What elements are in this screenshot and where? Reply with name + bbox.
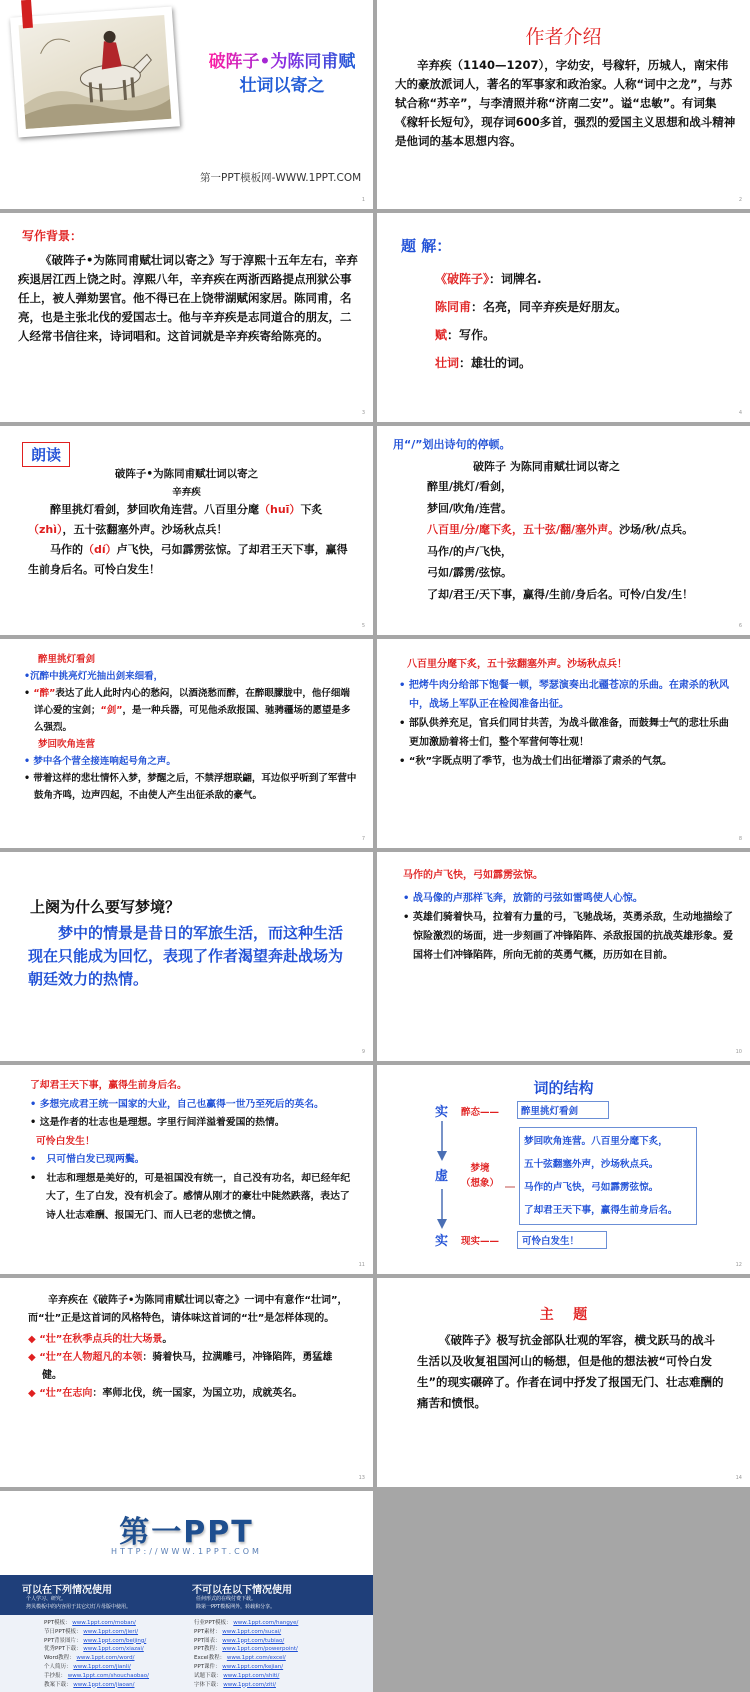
poem-line: 了却/君王/天下事，赢得/生前/身后名。可怜/白发/生！ (427, 587, 694, 601)
link-row[interactable] (44, 1637, 149, 1646)
bullet-text: “秋”字既点明了季节，也为战士们出征增添了肃杀的气氛。 (408, 756, 673, 767)
links-left (44, 1619, 149, 1689)
page-number: 13 (358, 1475, 365, 1481)
theme-heading: 主 题 (539, 1307, 588, 1323)
pause-poem (427, 476, 742, 605)
page-number: 5 (361, 623, 365, 629)
slide-4[interactable] (377, 213, 750, 422)
cover-title-line2: 壮词以寄之 (239, 76, 325, 96)
poem-fragment: 沙场/秋/点兵。 (619, 523, 694, 536)
point-title: “壮”在秋季点兵的壮大场景 (39, 1334, 163, 1345)
bullet-text: 多想完成君王统一国家的大业，自己也赢得一世乃至死后的英名。 (39, 1098, 324, 1110)
bullet: • 战马像的卢那样飞奔，放箭的弓弦如雷鸣使人心惊。 (403, 893, 643, 904)
poem-fragment: 马作的 (50, 543, 83, 556)
horse-rider-painting (19, 15, 172, 129)
slide-11[interactable] (0, 1065, 373, 1274)
label-xiangxiang: （想象） (461, 1178, 500, 1189)
bullet-text: 壮志和理想是美好的，可是祖国没有统一，自己没有功名，却已经年纪大了，生了白发，没有机会了。感情从刚才的豪壮中陡然跌落，表达了诗人壮志难酬、报国无门、而人已老的悲愤之情。 (46, 1172, 351, 1221)
bullet: ◆ “壮”在志向：率师北伐，统一国家，为国立功，成就英名。 (28, 1388, 303, 1399)
link-label: PPT图表： (194, 1637, 221, 1644)
cover-photo-frame (10, 6, 180, 137)
link-url[interactable]: www.1ppt.com/jianli/ (73, 1663, 131, 1670)
poem-title: 破阵子•为陈同甫赋壮词以寄之 (114, 468, 259, 480)
link-row[interactable] (194, 1672, 298, 1681)
poem-fragment: 八百里/分/麾下炙，五十弦/翻/塞外声。 (427, 523, 620, 536)
slide-13[interactable] (0, 1278, 373, 1487)
question: 上阕为什么要写梦境？ (30, 898, 181, 916)
bullet: • 带着这样的悲壮情怀入梦，梦醒之后，不禁浮想联翩，耳边似乎听到了军营中鼓角齐鸣，边声四起，不由使人产生出征杀敌的豪气。 (24, 773, 357, 801)
section-heading: 马作的卢飞快，弓如霹雳弦惊。 (403, 870, 543, 881)
bullet: • 只可惜白发已现两鬓。 (30, 1154, 145, 1165)
term-row (435, 293, 627, 321)
bullet-text: 带着这样的悲壮情怀入梦，梦醒之后，不禁浮想联翩，耳边似乎听到了军营中鼓角齐鸣，边声四起，不由使人产生出征杀敌的豪气。 (33, 773, 357, 801)
slide-2[interactable] (377, 0, 750, 209)
section-heading: 醉里挑灯看剑 (38, 654, 96, 665)
link-row[interactable] (44, 1645, 149, 1654)
title-explain-list (435, 265, 627, 377)
red-bookmark (21, 0, 33, 28)
logo-area (0, 1491, 373, 1575)
analysis-text (30, 1077, 357, 1225)
link-url[interactable]: www.1ppt.com/powerpoint/ (222, 1646, 298, 1653)
bullet-text: 沉醉中挑亮灯光抽出剑来细看， (30, 671, 164, 682)
link-label: 教案下载： (44, 1681, 72, 1688)
bullet: •沉醉中挑亮灯光抽出剑来细看， (24, 671, 164, 682)
poem-fragment: ，五十弦翻塞外声。沙场秋点兵！ (62, 523, 228, 536)
logo: 第一PPT (119, 1515, 254, 1550)
bullet: • “醉”表达了此人此时内心的愁闷，以酒浇愁而醉，在醉眼朦胧中，他仔细端详心爱的宝剑；“剑”，是一种兵器，可见他杀敌报国、驰骋疆场的愿望是多么强烈。 (24, 688, 351, 733)
term: 赋 (435, 328, 448, 342)
bullet: • 壮志和理想是美好的，可是祖国没有统一，自己没有功名，却已经年纪大了，生了白发，没有机会了。感情从刚才的豪壮中陡然跌落，表达了诗人壮志难酬、报国无门、而人已老的悲愤之情。 (30, 1172, 351, 1221)
slide-9[interactable] (0, 852, 373, 1061)
link-label: 字体下载： (194, 1681, 222, 1688)
bullet: • “秋”字既点明了季节，也为战士们出征增添了肃杀的气氛。 (399, 756, 673, 767)
poem-fragment: 醉里挑灯看剑，梦回吹角连营。八百里分麾 (50, 503, 259, 516)
read-aloud-tag: 朗读 (22, 442, 70, 467)
footer-site: 第一PPT模板网-WWW.1PPT.COM (200, 172, 362, 184)
bullet: • 梦中各个营全接连响起号角之声。 (24, 756, 176, 767)
link-url[interactable]: www.1ppt.com/shiti/ (223, 1672, 280, 1679)
link-row[interactable] (44, 1619, 149, 1628)
analysis-text (399, 655, 738, 771)
pinyin: （zhì） (28, 523, 63, 536)
link-label: Word教程： (44, 1655, 75, 1662)
poem-line: 梦回/吹角/连营。 (427, 501, 513, 515)
link-url[interactable]: www.1ppt.com/word/ (76, 1655, 135, 1662)
slide-7[interactable] (0, 639, 373, 848)
pinyin: （dí） (83, 543, 117, 556)
label-xu: 虚 (435, 1169, 449, 1184)
structure-heading: 词的结构 (533, 1079, 594, 1097)
bullet: • 这是作者的壮志也是理想。字里行间洋溢着爱国的热情。 (30, 1117, 285, 1128)
link-url[interactable]: www.1ppt.com/shouchaobao/ (67, 1672, 150, 1679)
page-number: 12 (735, 1262, 742, 1268)
dream-line: 马作的卢飞快，弓如霹雳弦惊。 (524, 1182, 659, 1193)
term-row (435, 321, 627, 349)
bullet: • 把烤牛肉分给部下饱餐一顿，琴瑟演奏出北疆苍凉的乐曲。在肃杀的秋风中，战场上军队正在检阅准备出征。 (399, 680, 729, 710)
link-label: PPT背景图片： (44, 1637, 82, 1644)
page-number: 3 (361, 410, 365, 416)
page-number: 9 (361, 1049, 365, 1055)
pinyin: （huī） (259, 503, 301, 516)
term-desc: ：雄壮的词。 (459, 356, 532, 370)
page-number: 7 (361, 836, 365, 842)
term: 《破阵子》 (435, 272, 490, 286)
poem-line (28, 540, 357, 580)
link-row[interactable] (194, 1663, 298, 1672)
logo-url: HTTP://WWW.1PPT.COM (111, 1547, 262, 1556)
cover-title (196, 50, 368, 98)
link-row[interactable] (44, 1628, 149, 1637)
bullet-text: 部队供养充足，官兵们同甘共苦，为战斗做准备，而鼓舞士气的悲壮乐曲更加激励着将士们，整个军营何等壮观！ (408, 718, 729, 748)
keyword: “剑” (100, 705, 123, 716)
label-zuitai: 醉态—— (461, 1107, 500, 1118)
link-label: PPT素材： (194, 1628, 221, 1635)
link-label: PPT模板： (44, 1620, 71, 1626)
empty-cell (377, 1491, 750, 1692)
link-url[interactable]: www.1ppt.com/kejian/ (222, 1663, 284, 1670)
bullet-text: 英雄们骑着快马，拉着有力量的弓，飞驰战场，英勇杀敌，生动地描绘了惊险激烈的场面，进一步刻画了冲锋陷阵、杀敌报国的抗战英雄形象。爱国将士们冲锋陷阵，所向无前的英勇气概，历历如在目前。 (412, 912, 733, 961)
link-url[interactable]: www.1ppt.com/excel/ (226, 1655, 286, 1662)
bullet-text: 表达了此人此时内心的愁闷，以酒浇愁而醉，在醉眼朦胧中，他仔细端详心爱的宝剑； (34, 688, 350, 716)
cover-title-line1: 破阵子•为陈同甫赋 (208, 52, 356, 72)
page-number: 1 (361, 197, 365, 203)
box-reality: 可怜白发生！ (517, 1231, 607, 1249)
pause-instruction: 用“/”划出诗句的停顿。 (393, 438, 511, 451)
bullet-text: ，是一种兵器，可见他杀敌报国、驰骋疆场的愿望是多么强烈。 (34, 705, 351, 733)
poem-line: 弓如/霹雳/弦惊。 (427, 566, 513, 579)
link-url[interactable]: www.1ppt.com/tubiao/ (222, 1637, 285, 1644)
forbidden-heading: 不可以在以下情况使用 (192, 1585, 292, 1596)
poem-line: 马作/的卢/飞快， (427, 544, 513, 558)
link-row[interactable] (194, 1637, 298, 1646)
flow-arrows (434, 1119, 454, 1259)
term-row (435, 349, 627, 377)
link-url[interactable]: www.1ppt.com/xiazai/ (83, 1646, 144, 1653)
box-drunk: 醉里挑灯看剑 (517, 1101, 609, 1119)
analysis-text (403, 866, 736, 965)
link-label: 试题下载： (194, 1672, 222, 1679)
link-label: 优秀PPT下载： (44, 1646, 82, 1653)
slide-6[interactable] (377, 426, 750, 635)
point-title: “壮”在志向 (39, 1388, 93, 1399)
link-label: 手抄报： (44, 1672, 67, 1679)
link-url[interactable]: www.1ppt.com/hangye/ (233, 1620, 299, 1626)
term-row (435, 265, 627, 293)
slide-3[interactable] (0, 213, 373, 422)
page-number: 8 (738, 836, 742, 842)
page-number: 4 (738, 410, 742, 416)
page-number: 14 (735, 1475, 742, 1481)
term: 陈同甫 (435, 300, 472, 314)
link-url[interactable]: www.1ppt.com/ziti/ (223, 1681, 276, 1688)
background-heading: 写作背景： (22, 229, 83, 243)
link-url[interactable]: www.1ppt.com/moban/ (72, 1620, 136, 1626)
link-label: 行业PPT模板： (194, 1620, 232, 1626)
analysis-text (24, 651, 359, 804)
page-number: 6 (738, 623, 742, 629)
point-title: “壮”在人物超凡的本领 (39, 1352, 143, 1363)
forbidden-item: 除第一PPT模板网外，转载和分享。 (196, 1604, 276, 1610)
author-intro-body: 辛弃疾（1140—1207），字幼安，号稼轩，历城人，南宋伟大的豪放派词人，著名的军事家和政治家。人称“词中之龙”，与苏轼合称“苏辛”，与李清照并称“济南二安”。谥“忠敏”。有词集《稼轩长短句》，现存词600多首，强烈的爱国主义思想和战斗精神是他词的基本思想内容。 (395, 58, 736, 148)
bullet-text: 梦中各个营全接连响起号角之声。 (33, 756, 176, 767)
poem-line: 醉里/挑灯/看剑， (427, 480, 513, 493)
poem-line (28, 500, 357, 540)
slide-10[interactable] (377, 852, 750, 1061)
section-heading: 八百里分麾下炙，五十弦翻塞外声。沙场秋点兵！ (407, 659, 627, 670)
answer: 梦中的情景是昔日的军旅生活，而这种生活现在只能成为回忆，表现了作者渴望奔赴战场为朝廷效力的热情。 (28, 924, 344, 988)
link-url[interactable]: www.1ppt.com/jiaoan/ (73, 1681, 135, 1688)
label-mengjing: 梦境 (470, 1163, 490, 1174)
allowed-item: 个人学习、研究。 (26, 1596, 67, 1602)
page-number: 10 (735, 1049, 742, 1055)
bullet-text: 只可惜白发已现两鬓。 (46, 1154, 145, 1165)
bullet: ◆ “壮”在秋季点兵的壮大场景。 (28, 1334, 173, 1345)
dream-line: 了却君王天下事，赢得生前身后名。 (524, 1205, 678, 1216)
background-body: 《破阵子•为陈同甫赋壮词以寄之》写于淳熙十五年左右，辛弃疾退居江西上饶之时。淳熙八年，辛弃疾在两浙西路提点刑狱公事任上，被人弹劾罢官。他不得已在上饶带湖赋闲家居。陈同甫，名亮，也是主张北伐的爱国志士。他与辛弃疾是志同道合的朋友，二人经常书信往来，诗词唱和。这首词就是辛弃疾寄给陈亮的。 (18, 253, 358, 343)
forbidden-item: 任何形式的在线付费下载。 (196, 1596, 257, 1602)
link-label: Excel教程： (194, 1655, 226, 1662)
keyword: “醉” (33, 688, 56, 699)
links-panel (0, 1615, 373, 1692)
link-label: 节日PPT模板： (44, 1628, 82, 1635)
page-number: 11 (358, 1262, 365, 1268)
term: 壮词 (435, 356, 460, 370)
link-row[interactable] (44, 1672, 149, 1681)
intro-paragraph: 辛弃疾在《破阵子•为陈同甫赋壮词以寄之》一词中有意作“壮词”，而“壮”正是这首词的风格特色，请体味这首词的“壮”是怎样体现的。 (28, 1295, 348, 1324)
link-url[interactable]: www.1ppt.com/sucai/ (222, 1628, 282, 1635)
link-label: PPT课件： (194, 1663, 221, 1670)
link-row[interactable] (194, 1681, 298, 1690)
link-url[interactable]: www.1ppt.com/jieri/ (83, 1628, 139, 1635)
link-row[interactable] (44, 1663, 149, 1672)
section-heading: 了却君王天下事，赢得生前身后名。 (30, 1080, 187, 1091)
dream-line: 梦回吹角连营。八百里分麾下炙， (524, 1136, 668, 1147)
term-desc: ：词牌名. (489, 272, 542, 286)
link-row[interactable] (44, 1681, 149, 1690)
link-row[interactable] (44, 1654, 149, 1663)
bullet: • 多想完成君王统一国家的大业，自己也赢得一世乃至死后的英名。 (30, 1098, 324, 1110)
slide-1[interactable] (0, 0, 373, 209)
link-url[interactable]: www.1ppt.com/beijing/ (83, 1637, 147, 1644)
poem-fragment: 卢飞快，弓如霹雳弦惊。了却君王天下事，赢得生前身后名。可怜白发生！ (28, 543, 348, 576)
bullet: ◆ “壮”在人物超凡的本领：骑着快马，拉满雕弓，冲锋陷阵，勇猛雄健。 (28, 1352, 333, 1381)
links-right (194, 1619, 298, 1689)
zhuang-analysis (28, 1292, 349, 1403)
label-xianshi: 现实—— (461, 1236, 500, 1247)
term-desc: ：名亮，同辛弃疾是好朋友。 (471, 300, 628, 314)
label-shi-top: 实 (435, 1105, 449, 1120)
section-heading: 可怜白发生！ (36, 1135, 95, 1147)
theme-body: 《破阵子》极写抗金部队壮观的军容，横戈跃马的战斗生活以及收复祖国河山的畅想，但是他的想法被“可怜白发生”的现实碾碎了。作者在词中抒发了报国无门、壮志难酬的痛苦和愤恨。 (417, 1333, 724, 1410)
link-row[interactable] (194, 1645, 298, 1654)
term-desc: ：写作。 (447, 328, 496, 342)
allowed-item: 拷贝模板中的内容用于其它幻灯片母版中使用。 (26, 1604, 132, 1610)
box-dream (519, 1127, 697, 1225)
slide-12[interactable] (377, 1065, 750, 1274)
point-text: ：骑着快马，拉满雕弓，冲锋陷阵，勇猛雄健。 (42, 1352, 333, 1381)
allowed-heading: 可以在下列情况使用 (22, 1585, 112, 1596)
page-number: 2 (738, 197, 742, 203)
bullet: • 英雄们骑着快马，拉着有力量的弓，飞驰战场，英勇杀敌，生动地描绘了惊险激烈的场面，进一步刻画了冲锋陷阵、杀敌报国的抗战英雄形象。爱国将士们冲锋陷阵，所向无前的英勇气概，历历如在目前。 (403, 912, 733, 961)
slide-5[interactable] (0, 426, 373, 635)
poem-author: 辛弃疾 (172, 487, 201, 498)
slide-8[interactable] (377, 639, 750, 848)
point-text: 。 (162, 1334, 173, 1345)
pause-poem-title: 破阵子 为陈同甫赋壮词以寄之 (473, 460, 620, 473)
poem-fragment: 下炙 (300, 503, 323, 516)
slide-14[interactable] (377, 1278, 750, 1487)
dream-label (461, 1161, 499, 1191)
label-shi-bottom: 实 (435, 1234, 449, 1249)
bullet-text: 战马像的卢那样飞奔，放箭的弓弦如雷鸣使人心惊。 (412, 893, 643, 904)
usage-panel (0, 1575, 373, 1615)
bullet-text: 这是作者的壮志也是理想。字里行间洋溢着爱国的热情。 (39, 1117, 285, 1128)
bullet: • 部队供养充足，官兵们同甘共苦，为战斗做准备，而鼓舞士气的悲壮乐曲更加激励着将士们，整个军营何等壮观！ (399, 718, 729, 748)
section-heading: 梦回吹角连营 (38, 739, 96, 750)
link-label: PPT教程： (194, 1646, 221, 1653)
bullet-text: 把烤牛肉分给部下饱餐一顿，琴瑟演奏出北疆苍凉的乐曲。在肃杀的秋风中，战场上军队正在检阅准备出征。 (408, 680, 729, 710)
dream-line: 五十弦翻塞外声，沙场秋点兵。 (524, 1159, 659, 1170)
poem-line (427, 519, 742, 541)
link-row[interactable] (194, 1628, 298, 1637)
slide-15[interactable] (0, 1491, 373, 1692)
link-row[interactable] (194, 1654, 298, 1663)
title-explain-heading: 题 解： (401, 237, 452, 255)
poem-text (28, 500, 357, 580)
point-text: ：率师北伐，统一国家，为国立功，成就英名。 (92, 1388, 303, 1399)
author-intro-heading: 作者介绍 (525, 26, 602, 48)
link-label: 个人简历： (44, 1663, 72, 1670)
link-row[interactable] (194, 1619, 298, 1628)
